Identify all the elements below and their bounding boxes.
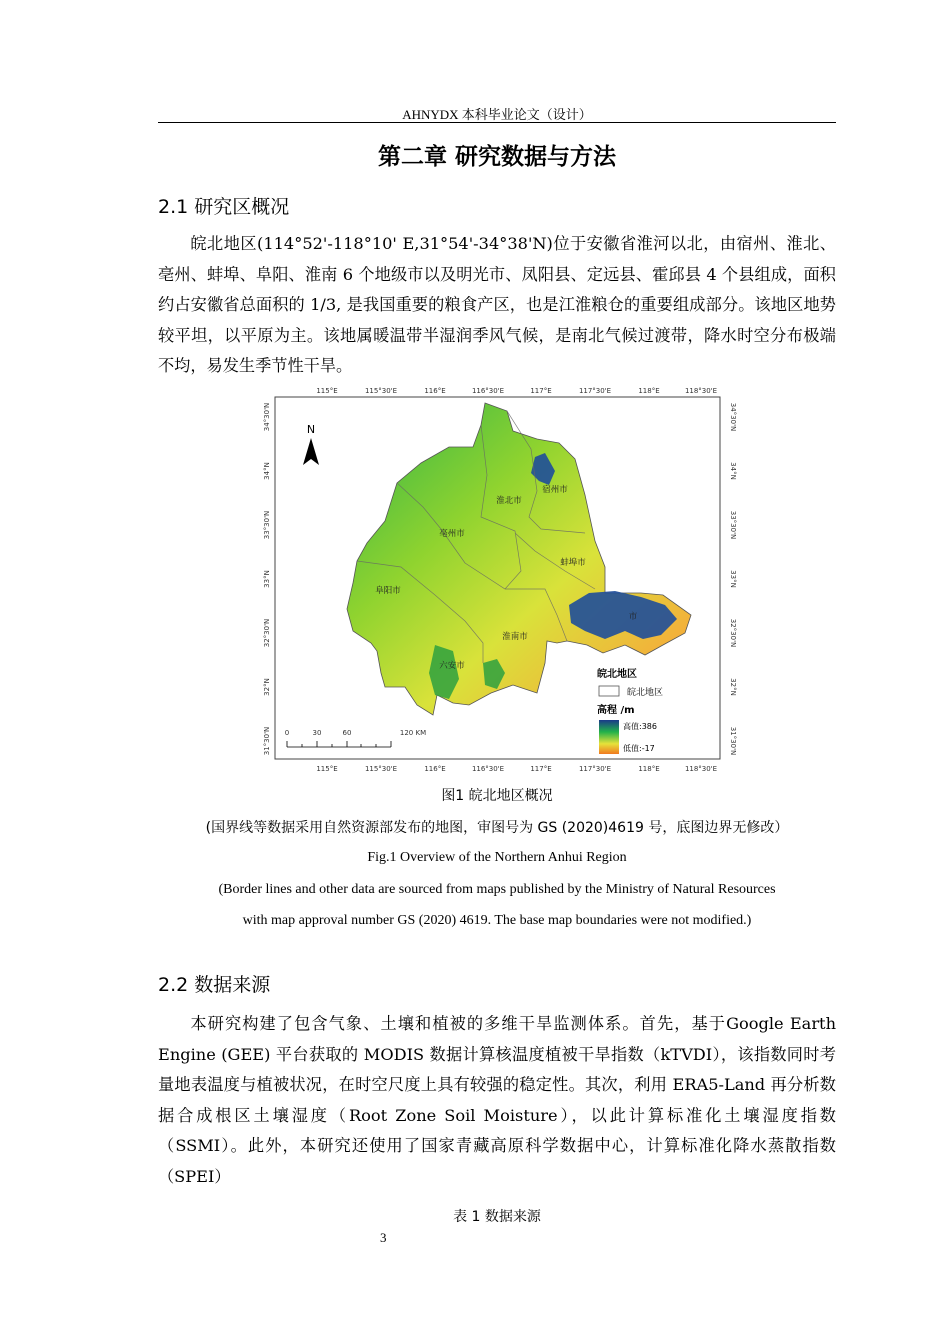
- bottom-tick: 117°E: [530, 765, 552, 773]
- lat-tick: 33°N: [263, 570, 271, 588]
- city-label-huainan: 淮南市: [502, 632, 528, 642]
- top-tick: 116°30'E: [471, 387, 505, 395]
- bottom-tick: 116°E: [424, 765, 446, 773]
- lat-tick: 32°N: [729, 678, 737, 696]
- legend-low: 低值:-17: [623, 744, 655, 753]
- city-label-bozhou: 亳州市: [439, 529, 465, 539]
- figure-caption-cn: 图1 皖北地区概况: [441, 788, 553, 804]
- legend-title: 皖北地区: [597, 669, 637, 680]
- city-label-chuzhou: 市: [628, 612, 638, 622]
- lat-tick: 34°N: [729, 462, 737, 480]
- legend-elev-title: 高程 /m: [597, 705, 635, 716]
- left-lat-ticks: [263, 403, 271, 755]
- scale-label: 30: [312, 729, 322, 737]
- table-caption: 表 1 数据来源: [453, 1209, 541, 1225]
- north-label: N: [306, 423, 316, 436]
- figure-caption-en-note-2: with map approval number GS (2020) 4619. The base map boundaries were not modified.): [242, 913, 752, 928]
- top-ticks: [316, 387, 717, 395]
- scale-label: 120 KM: [399, 729, 427, 737]
- lat-tick: 33°30'N: [729, 510, 737, 540]
- lat-tick: 31°30'N: [729, 726, 737, 756]
- lat-tick: 33°N: [729, 570, 737, 588]
- lat-tick: 32°30'N: [263, 618, 271, 648]
- city-label-huaibei: 淮北市: [496, 496, 522, 506]
- lat-tick: 32°30'N: [729, 618, 737, 648]
- city-label-luan: 六安市: [439, 661, 465, 671]
- bottom-tick: 115°30'E: [364, 765, 398, 773]
- bottom-tick: 115°E: [316, 765, 338, 773]
- lat-tick: 34°30'N: [729, 402, 737, 432]
- top-tick: 117°30'E: [578, 387, 612, 395]
- figure-caption-cn-note: (国界线等数据采用自然资源部发布的地图，审图号为 GS (2020)4619 号，底图边界无修改）: [205, 820, 789, 836]
- bottom-tick: 116°30'E: [471, 765, 505, 773]
- data-source-paragraph: 本研究构建了包含气象、土壤和植被的多维干旱监测体系。首先，基于Google Earth Engine (GEE) 平台获取的 MODIS 数据计算核温度植被干旱指数（kTVDI），该指数同时考量地表温度与植被状况，在时空尺度上具有较强的稳定性。其次，利用 ERA5-Land 再分析数据合成根区土壤湿度（Root Zone Soil Moisture），以此计算标准化土壤湿度指数（SSMI）。此外，本研究还使用了国家青藏高原科学数据中心，计算标准化降水蒸散指数（SPEI）: [158, 1014, 836, 1186]
- figure-caption-en-note-1: (Border lines and other data are sourced from maps published by the Ministry of Natural Resources: [218, 882, 776, 897]
- top-tick: 117°E: [530, 387, 552, 395]
- city-label-suzhou: 宿州市: [542, 485, 568, 495]
- legend-elev-ramp: [599, 720, 619, 754]
- top-tick: 118°E: [638, 387, 660, 395]
- lat-tick: 32°N: [263, 678, 271, 696]
- lat-tick: 33°30'N: [263, 510, 271, 540]
- lat-tick: 34°N: [263, 462, 271, 480]
- section-heading-2-1: 2.1 研究区概况: [158, 196, 290, 218]
- top-tick: 116°E: [424, 387, 446, 395]
- chapter-title: 第二章 研究数据与方法: [377, 144, 616, 170]
- lat-tick: 31°30'N: [263, 726, 271, 756]
- scale-label: 0: [284, 729, 290, 737]
- running-header: AHNYDX 本科毕业论文（设计）: [402, 107, 592, 122]
- figure-caption-en: Fig.1 Overview of the Northern Anhui Region: [367, 850, 627, 865]
- bottom-tick: 117°30'E: [578, 765, 612, 773]
- top-tick: 115°30'E: [364, 387, 398, 395]
- right-lat-ticks: [729, 403, 737, 755]
- legend-high: 高值:386: [623, 722, 657, 731]
- bottom-tick: 118°E: [638, 765, 660, 773]
- study-area-map: [245, 383, 745, 775]
- city-label-bengbu: 蚌埠市: [560, 558, 586, 568]
- page-number: 3: [380, 1230, 387, 1245]
- scale-label: 60: [342, 729, 352, 737]
- bottom-tick: 118°30'E: [684, 765, 718, 773]
- top-tick: 115°E: [316, 387, 338, 395]
- study-area-paragraph: 皖北地区(114°52'-118°10' E,31°54'-34°38'N)位于安徽省淮河以北，由宿州、淮北、亳州、蚌埠、阜阳、淮南 6 个地级市以及明光市、凤阳县、定远县、霍邱县 4 个县组成，面积约占安徽省总面积的 1/3, 是我国重要的粮食产区，也是江淮粮仓的重要组成部分。该地区地势较平坦，以平原为主。该地属暖温带半湿润季风气候，是南北气候过渡带，降水时空分布极端不均，易发生季节性干旱。: [158, 234, 836, 375]
- section-heading-2-2: 2.2 数据来源: [158, 974, 271, 996]
- legend-region-swatch: [599, 686, 619, 696]
- city-label-fuyang: 阜阳市: [375, 586, 401, 596]
- legend-region-label: 皖北地区: [627, 688, 664, 698]
- header-rule: [158, 122, 836, 123]
- bottom-ticks: [316, 765, 717, 773]
- lat-tick: 34°30'N: [263, 402, 271, 432]
- top-tick: 118°30'E: [684, 387, 718, 395]
